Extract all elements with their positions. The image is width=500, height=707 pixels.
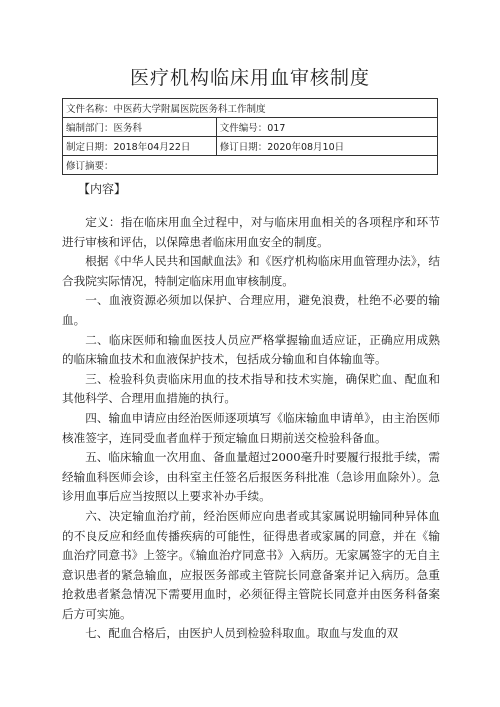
section-heading: 【内容】 [78, 182, 127, 196]
department-label: 编制部门： [66, 123, 114, 134]
revised-date-cell [216, 137, 437, 156]
paragraph-item-1: 一、血液资源必须加以保护、合理应用，避免浪费，杜绝不必要的输血。 [62, 293, 440, 327]
revised-date-value: 2020年08月10日 [267, 142, 345, 153]
revision-summary-label: 修订摘要： [66, 161, 114, 172]
document-title: 医疗机构临床用血审核制度 [129, 67, 370, 89]
file-name-value: 中医药大学附属医院医务科工作制度 [113, 104, 266, 115]
file-number-label: 文件编号： [219, 123, 268, 134]
made-date-label: 制定日期： [66, 142, 114, 153]
department-cell [63, 118, 217, 137]
paragraph-item-7: 七、配血合格后，由医护人员到检验科取血。取血与发血的双 [85, 626, 399, 641]
revision-summary-cell [63, 156, 438, 175]
paragraph-item-6: 六、决定输血治疗前，经治医师应向患者或其家属说明输同种异体血的不良反应和经血传播疾病的可能性，征得患者或家属的同意，并在《输血治疗同意书》上签字。《输血治疗同意书》入病历。无家属签字的无自主意识患者的紧急输血，应报医务部或主管院长同意备案并记入病历。急重抢救患者紧急情况下需要用血时，必须征得主管院长同意并由医务科备案后方可实施。 [62, 508, 440, 621]
paragraph-item-3: 三、检验科负责临床用血的技术指导和技术实施，确保贮血、配血和其他科学、合理用血措施的执行。 [62, 371, 440, 406]
file-number-value: 017 [267, 123, 286, 134]
document-meta-table [62, 98, 438, 175]
paragraph-basis: 根据《中华人民共和国献血法》和《医疗机构临床用血管理办法》，结合我院实际情况，特制定临床用血审核制度。 [62, 254, 440, 288]
made-date-cell [63, 137, 217, 156]
paragraph-definition: 定义：指在临床用血全过程中，对与临床用血相关的各项程序和环节进行审核和评估，以保障患者临床用血安全的制度。 [62, 215, 440, 249]
paragraph-item-5: 五、临床输血一次用血、备血量超过2000毫升时要履行报批手续，需经输血科医师会诊，由科室主任签名后报医务科批准（急诊用血除外）。急诊用血事后应当按照以上要求补办手续。 [62, 450, 440, 504]
file-number-cell [216, 118, 437, 137]
file-name-label: 文件名称： [66, 104, 114, 115]
document-body [62, 213, 440, 644]
made-date-value: 2018年04月22日 [113, 142, 191, 153]
revised-date-label: 修订日期： [219, 142, 268, 153]
paragraph-item-4: 四、输血申请应由经治医师逐项填写《临床输血申请单》，由主治医师核准签字，连同受血者血样于预定输血日期前送交检验科备血。 [62, 410, 440, 445]
paragraph-item-2: 二、临床医师和输血医技人员应严格掌握输血适应证，正确应用成熟的临床输血技术和血液保护技术，包括成分输血和自体输血等。 [62, 332, 440, 367]
department-value: 医务科 [113, 123, 143, 134]
file-name-cell [63, 99, 438, 118]
